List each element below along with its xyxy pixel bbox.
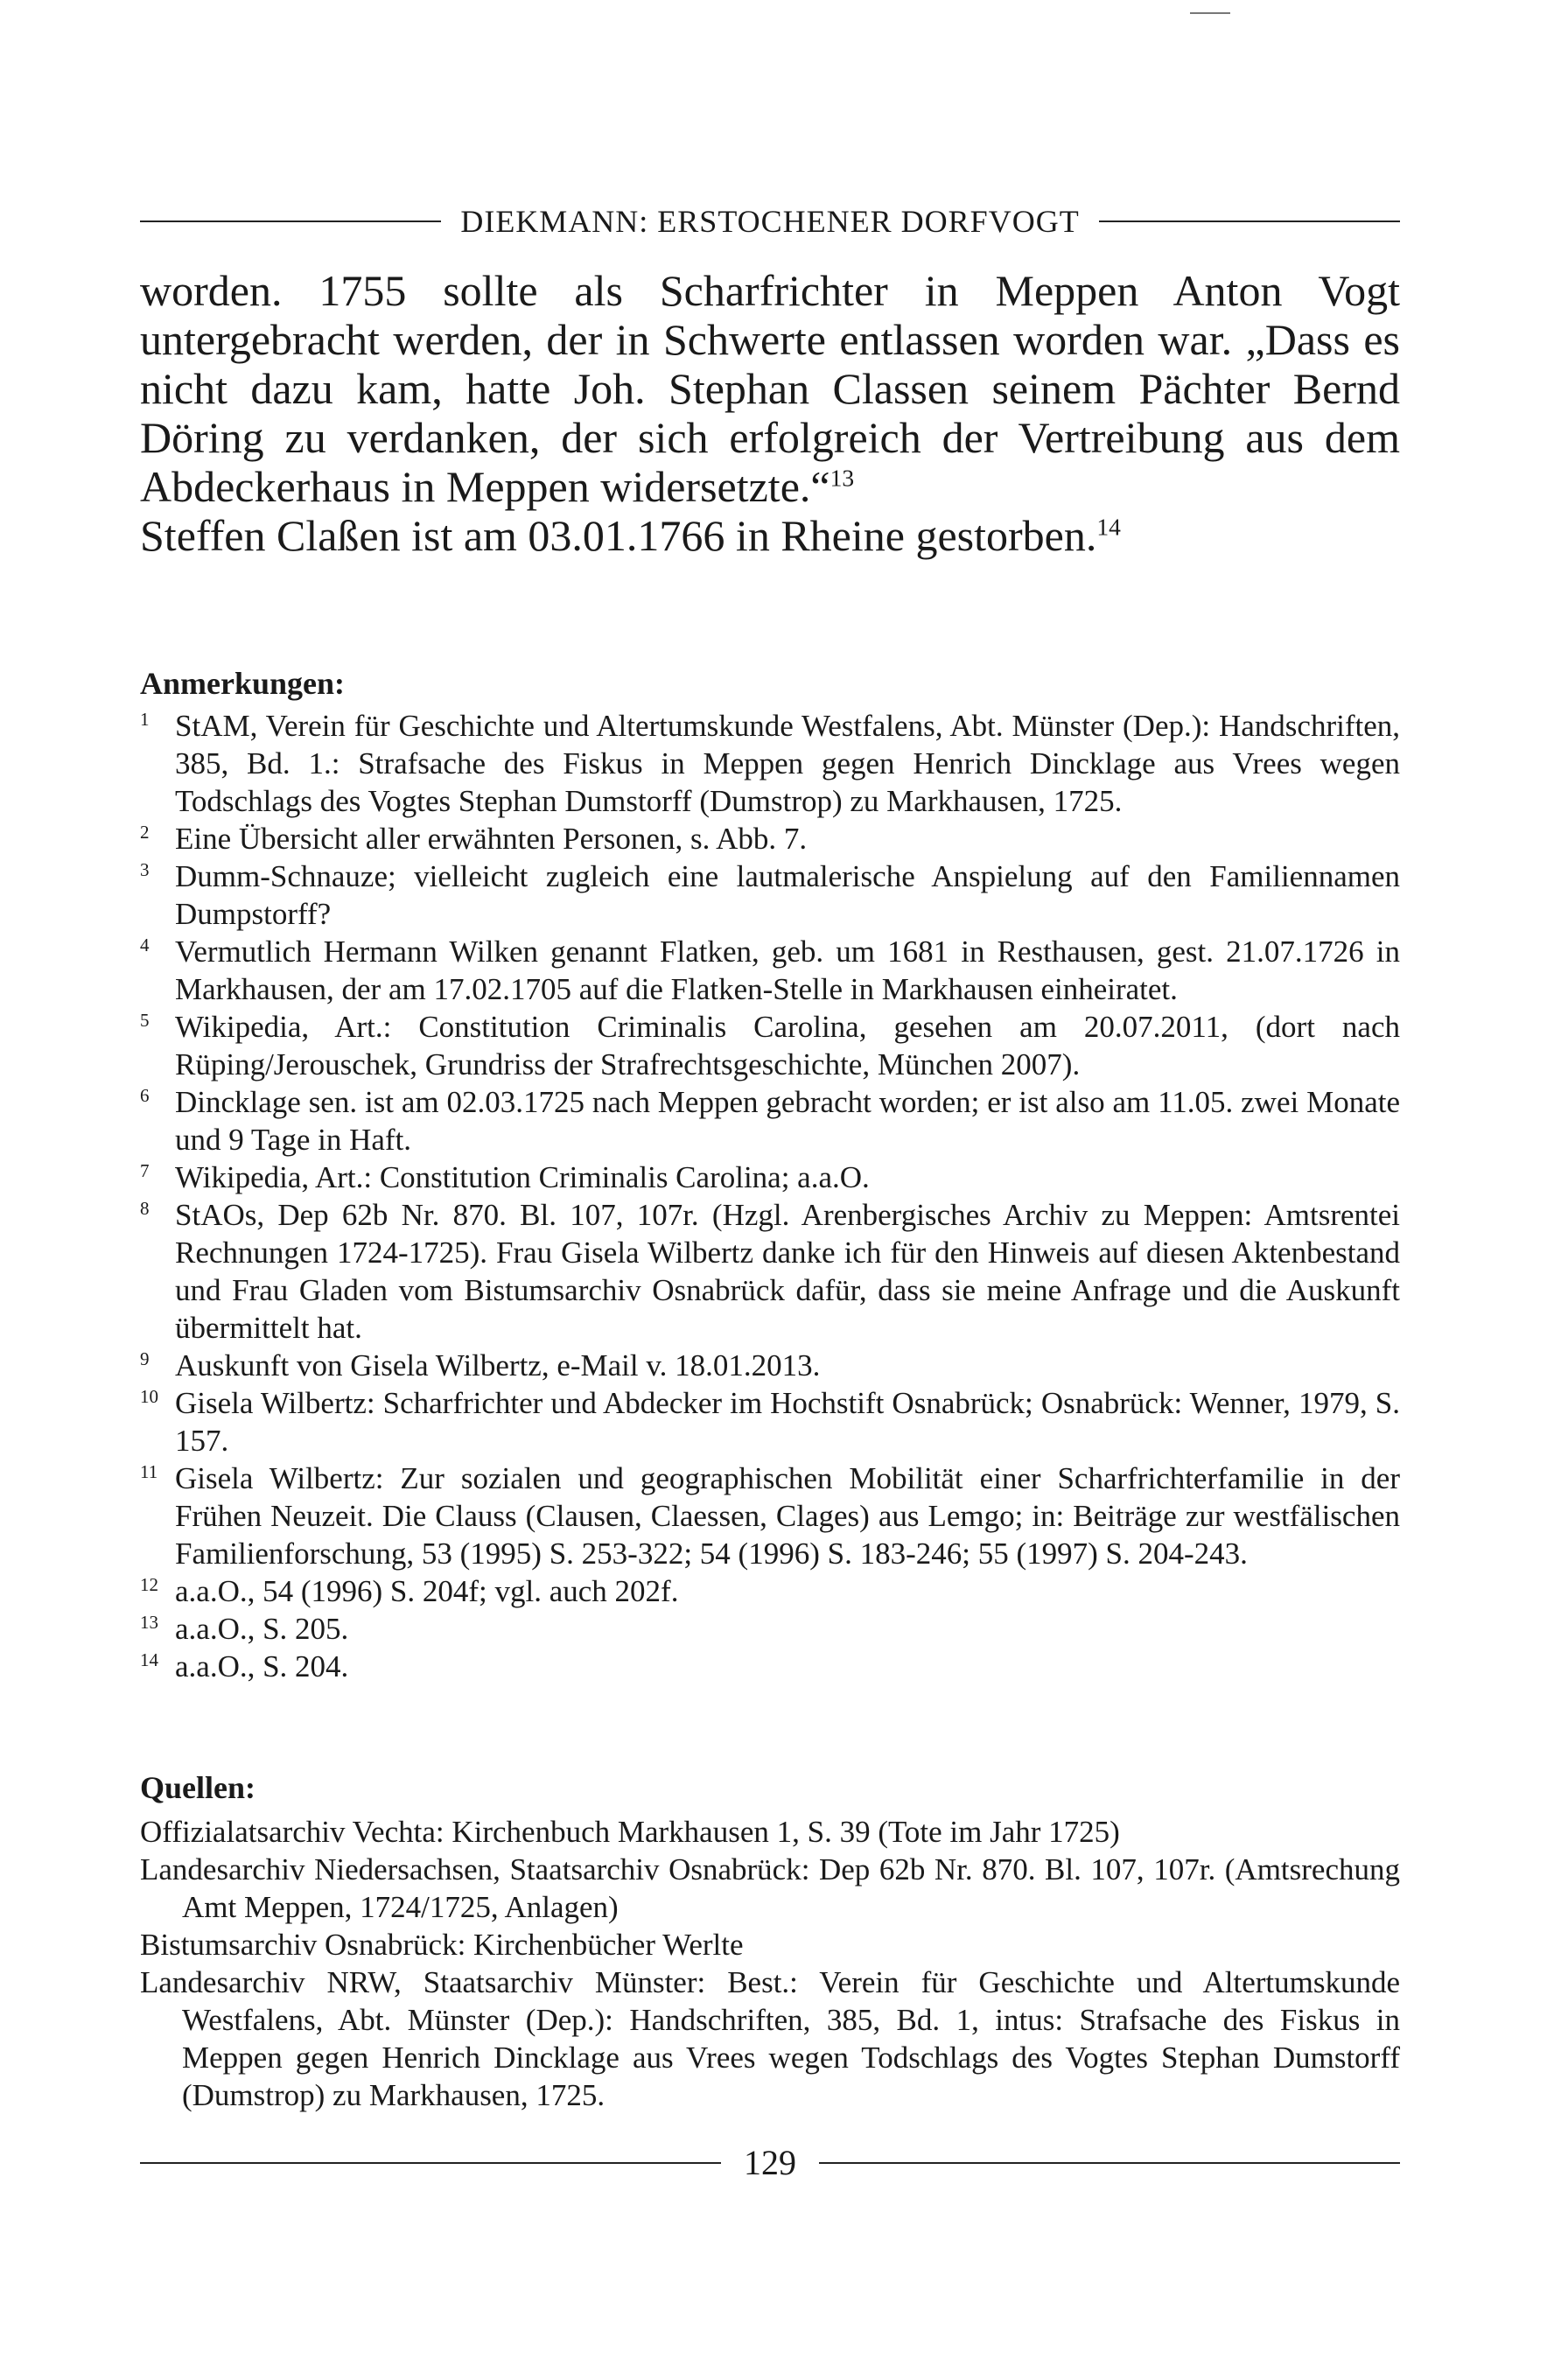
- footnote-text: Dincklage sen. ist am 02.03.1725 nach Meppen gebracht worden; er ist also am 11.05. zwei Monate und 9 Tage in Haft.: [175, 1085, 1400, 1157]
- footnote-item: [140, 1196, 1400, 1347]
- footnote-text: Vermutlich Hermann Wilken genannt Flatken, geb. um 1681 in Resthausen, gest. 21.07.1726 in Markhausen, der am 17.02.1705 auf die Flatken-Stelle in Markhausen einheiratet.: [175, 934, 1400, 1006]
- footnote-number: 5: [140, 1010, 150, 1031]
- footnote-number: 7: [140, 1160, 150, 1181]
- source-item: Offizialatsarchiv Vechta: Kirchenbuch Markhausen 1, S. 39 (Tote im Jahr 1725): [140, 1815, 1120, 1849]
- footnote-text: StAM, Verein für Geschichte und Altertumskunde Westfalens, Abt. Münster (Dep.): Handschriften, 385, Bd. 1.: Strafsache des Fiskus in Meppen gegen Henrich Dincklage aus Vrees wegen Todschlags des Vogtes Stephan Dumstorff (Dumstrop) zu Markhausen, 1725.: [175, 709, 1400, 818]
- footnote-number: 11: [140, 1461, 158, 1482]
- body-paragraph-text: worden. 1755 sollte als Scharfrichter in Meppen Anton Vogt untergebracht werden, der in Schwerte entlassen worden war. „Dass es nicht dazu kam, hatte Joh. Stephan Classen seinem Pächter Bernd Döring zu verdanken, der sich erfolgreich der Vertreibung aus dem Abdeckerhaus in Meppen widersetzte.“: [140, 266, 1400, 511]
- footnote-number: 4: [140, 934, 150, 956]
- footnote-text: a.a.O., 54 (1996) S. 204f; vgl. auch 202f.: [175, 1574, 679, 1608]
- sources-heading: Quellen:: [140, 1770, 256, 1805]
- page-footer: [140, 2142, 1400, 2183]
- footnote-item: [140, 1347, 1400, 1384]
- footnote-item: [140, 858, 1400, 933]
- footnote-item: [140, 1384, 1400, 1460]
- footnote-text: Auskunft von Gisela Wilbertz, e-Mail v. 18.01.2013.: [175, 1348, 821, 1382]
- footnote-ref: 13: [830, 464, 855, 492]
- footnote-number: 6: [140, 1085, 150, 1106]
- footnote-item: [140, 1572, 1400, 1610]
- footnote-text: Wikipedia, Art.: Constitution Criminalis Carolina; a.a.O.: [175, 1160, 870, 1194]
- footnote-number: 2: [140, 822, 150, 843]
- body-paragraph: [140, 511, 1400, 560]
- footnote-item: [140, 1648, 1400, 1685]
- footnote-text: Gisela Wilbertz: Scharfrichter und Abdecker im Hochstift Osnabrück; Osnabrück: Wenner, 1979, S. 157.: [175, 1386, 1400, 1458]
- footnote-ref: 14: [1096, 513, 1121, 541]
- footnote-number: 12: [140, 1574, 158, 1595]
- footnotes-list: [140, 707, 1400, 1685]
- footer-rule-right: [819, 2162, 1400, 2164]
- header-rule-left: [140, 220, 441, 222]
- running-header: [140, 203, 1400, 240]
- footnote-number: 1: [140, 709, 150, 730]
- body-paragraph: [140, 266, 1400, 511]
- footnote-item: [140, 707, 1400, 820]
- footnote-number: 8: [140, 1198, 150, 1219]
- footnote-text: Gisela Wilbertz: Zur sozialen und geographischen Mobilität einer Scharfrichterfamilie in der Frühen Neuzeit. Die Clauss (Clausen, Claessen, Clages) aus Lemgo; in: Beiträge zur westfälischen Familienforschung, 53 (1995) S. 253-322; 54 (1996) S. 183-246; 55 (1997) S. 204-243.: [175, 1461, 1400, 1571]
- footnote-number: 9: [140, 1348, 150, 1369]
- body-text: [140, 266, 1400, 560]
- footnote-item: [140, 1008, 1400, 1083]
- footnote-number: 13: [140, 1612, 158, 1633]
- sources-list: [140, 1813, 1400, 2114]
- footnote-number: 10: [140, 1386, 158, 1407]
- body-paragraph-text: Steffen Claßen ist am 03.01.1766 in Rheine gestorben.: [140, 511, 1097, 560]
- footnote-text: Dumm-Schnauze; vielleicht zugleich eine lautmalerische Anspielung auf den Familiennamen Dumpstorff?: [175, 859, 1400, 931]
- footnote-text: StAOs, Dep 62b Nr. 870. Bl. 107, 107r. (Hzgl. Arenbergisches Archiv zu Meppen: Amtsrentei Rechnungen 1724-1725). Frau Gisela Wilbertz danke ich für den Hinweis auf diesen Aktenbestand und Frau Gladen vom Bistumsarchiv Osnabrück dafür, dass sie meine Anfrage und die Auskunft übermittelt hat.: [175, 1198, 1400, 1345]
- footer-rule-left: [140, 2162, 721, 2164]
- footnote-item: [140, 1083, 1400, 1158]
- header-rule-right: [1099, 220, 1400, 222]
- footnote-text: Wikipedia, Art.: Constitution Criminalis Carolina, gesehen am 20.07.2011, (dort nach Rüping/Jerouschek, Grundriss der Strafrechtsgeschichte, München 2007).: [175, 1010, 1400, 1082]
- source-item: Bistumsarchiv Osnabrück: Kirchenbücher Werlte: [140, 1928, 744, 1962]
- footnote-text: a.a.O., S. 204.: [175, 1649, 349, 1684]
- footnote-number: 3: [140, 859, 150, 880]
- footnote-item: [140, 1460, 1400, 1572]
- source-item: Landesarchiv NRW, Staatsarchiv Münster: Best.: Verein für Geschichte und Altertumskunde Westfalens, Abt. Münster (Dep.): Handschriften, 385, Bd. 1, intus: Strafsache des Fiskus in Meppen gegen Henrich Dincklage aus Vrees wegen Todschlags des Vogtes Stephan Dumstorff (Dumstrop) zu Markhausen, 1725.: [140, 1965, 1400, 2112]
- running-header-title: DIEKMANN: ERSTOCHENER DORFVOGT: [460, 204, 1080, 239]
- footnote-item: [140, 820, 1400, 858]
- source-item: Landesarchiv Niedersachsen, Staatsarchiv Osnabrück: Dep 62b Nr. 870. Bl. 107, 107r. (Amtsrechung Amt Meppen, 1724/1725, Anlagen): [140, 1852, 1400, 1924]
- footnote-number: 14: [140, 1649, 158, 1670]
- page-number: 129: [744, 2143, 796, 2182]
- notes-heading: Anmerkungen:: [140, 666, 346, 701]
- footnote-item: [140, 1610, 1400, 1648]
- scan-mark: [1190, 12, 1230, 14]
- footnote-item: [140, 933, 1400, 1008]
- footnote-text: a.a.O., S. 205.: [175, 1612, 349, 1646]
- footnote-text: Eine Übersicht aller erwähnten Personen, s. Abb. 7.: [175, 822, 808, 856]
- footnote-item: [140, 1158, 1400, 1196]
